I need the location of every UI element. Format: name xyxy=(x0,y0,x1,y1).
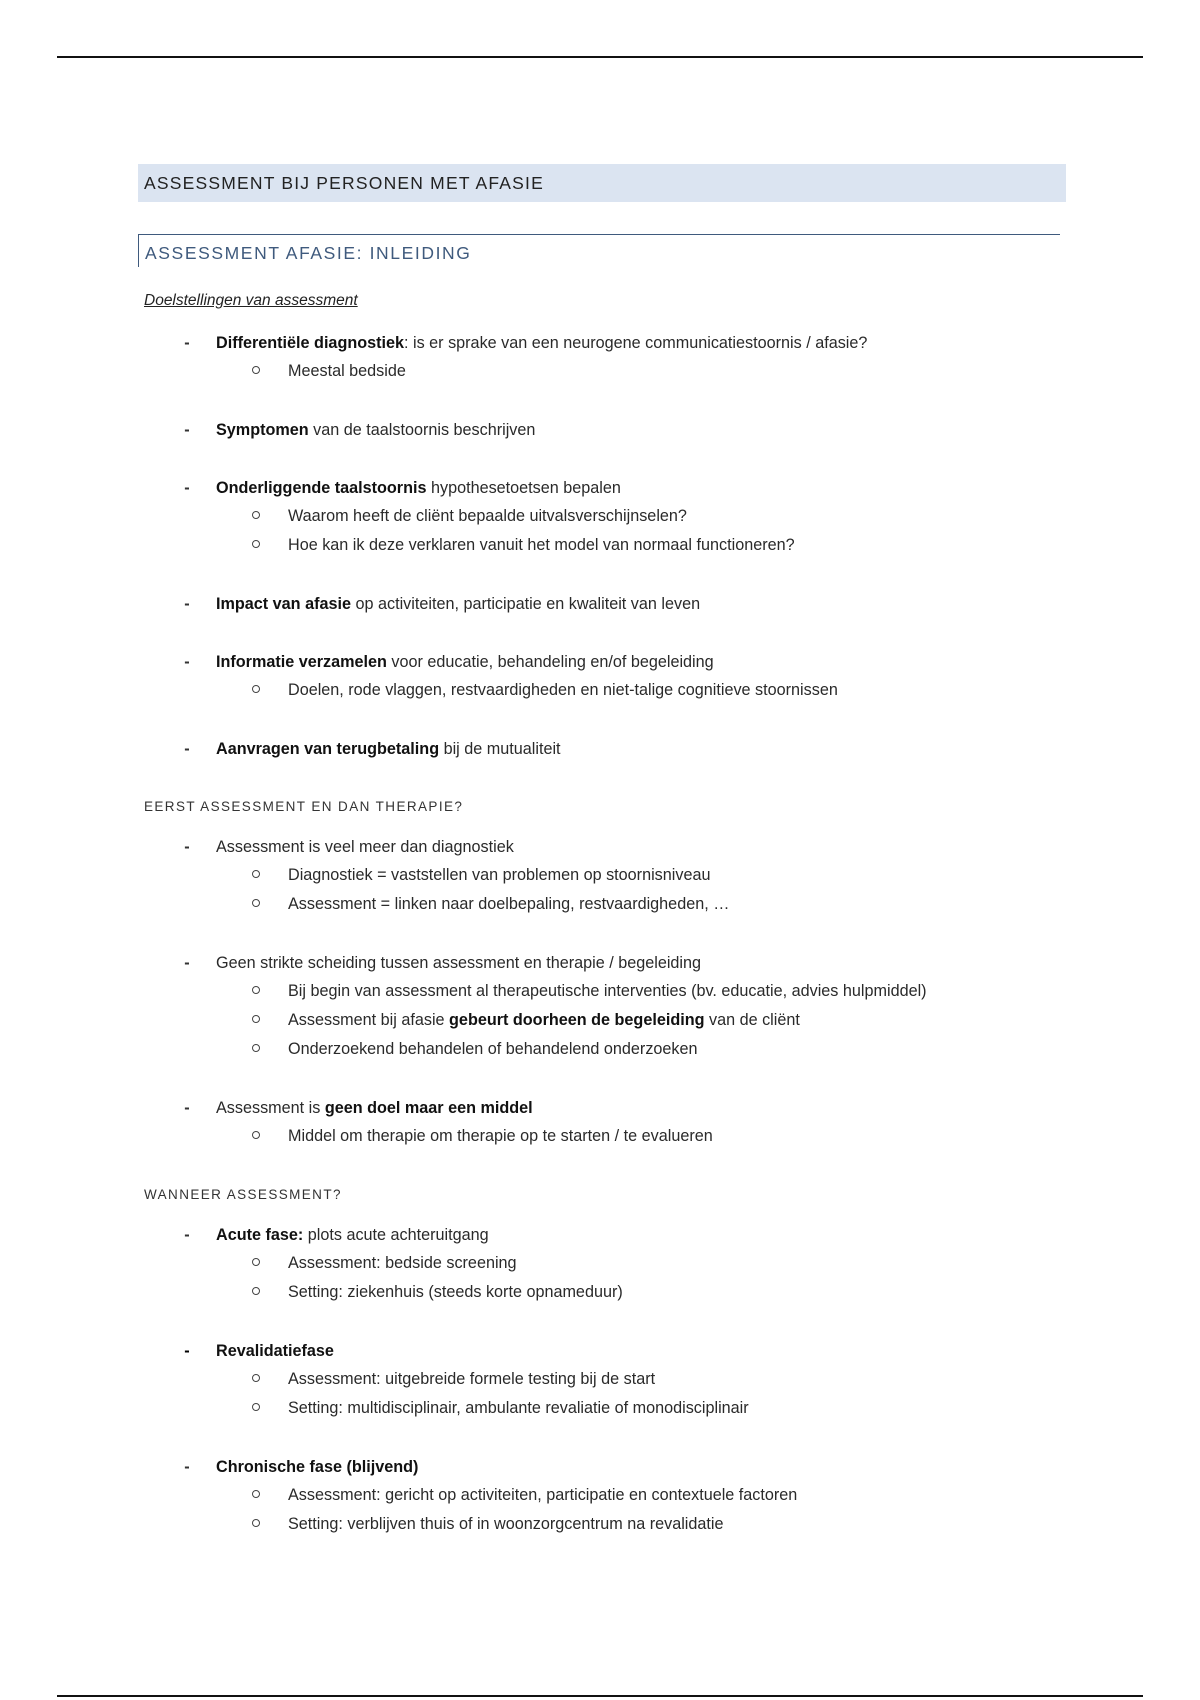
item-bold: Differentiële diagnostiek xyxy=(216,334,404,352)
item-text: van de taalstoornis beschrijven xyxy=(308,421,536,439)
item-bold: Onderliggende taalstoornis xyxy=(216,479,427,497)
list-item: - Onderliggende taalstoornis hypothesetoetsen bepalen Waarom heeft de cliënt bepaalde uitvalsverschijnselen? Hoe kan ik deze verklaren vanuit het model van normaal functioneren? xyxy=(138,478,1066,564)
item-text: bij de mutualiteit xyxy=(439,740,561,758)
sub-item: Assessment: bedside screening xyxy=(138,1253,1066,1282)
circle-bullet-icon xyxy=(252,1519,260,1527)
sub-item: Assessment: gericht op activiteiten, participatie en contextuele factoren xyxy=(138,1485,1066,1514)
list-item: - Symptomen van de taalstoornis beschrijven xyxy=(184,421,536,439)
list-item: - Acute fase: plots acute achteruitgang Assessment: bedside screening Setting: ziekenhuis (steeds korte opnameduur) xyxy=(138,1225,1066,1311)
circle-bullet-icon xyxy=(252,1131,260,1139)
sub-item: Assessment: uitgebreide formele testing bij de start xyxy=(138,1369,1066,1398)
item-text: Assessment is xyxy=(216,1099,325,1117)
sub-item: Assessment bij afasie gebeurt doorheen de begeleiding van de cliënt xyxy=(138,1010,1066,1039)
circle-bullet-icon xyxy=(252,1374,260,1382)
circle-bullet-icon xyxy=(252,1403,260,1411)
sub-item: Setting: verblijven thuis of in woonzorgcentrum na revalidatie xyxy=(138,1514,1066,1543)
circle-bullet-icon xyxy=(252,986,260,994)
list-item: - Differentiële diagnostiek: is er sprake van een neurogene communicatiestoornis / afasie? Meestal bedside xyxy=(138,333,1066,390)
item-text: op activiteiten, participatie en kwaliteit van leven xyxy=(350,595,701,613)
footer-rule xyxy=(57,1695,1143,1697)
item-bold: Impact van afasie xyxy=(216,595,351,613)
item-text: Assessment is veel meer dan diagnostiek xyxy=(216,838,514,856)
page-title: ASSESSMENT BIJ PERSONEN MET AFASIE xyxy=(138,164,1066,202)
item-bold: Acute fase: xyxy=(216,1226,304,1244)
section-heading-eerst-assessment: EERST ASSESSMENT EN DAN THERAPIE? xyxy=(144,799,464,814)
sub-item: Waarom heeft de cliënt bepaalde uitvalsverschijnselen? xyxy=(138,506,1066,535)
item-text: : is er sprake van een neurogene communicatiestoornis / afasie? xyxy=(404,334,868,352)
sub-item: Onderzoekend behandelen of behandelend onderzoeken xyxy=(138,1039,1066,1068)
circle-bullet-icon xyxy=(252,366,260,374)
item-text: hypothesetoetsen bepalen xyxy=(426,479,621,497)
circle-bullet-icon xyxy=(252,1490,260,1498)
sub-item: Meestal bedside xyxy=(138,361,1066,390)
item-bold: Chronische fase (blijvend) xyxy=(216,1458,419,1476)
list-item: - Impact van afasie op activiteiten, participatie en kwaliteit van leven xyxy=(184,595,701,613)
section-heading-wanneer-assessment: WANNEER ASSESSMENT? xyxy=(144,1187,342,1202)
circle-bullet-icon xyxy=(252,540,260,548)
circle-bullet-icon xyxy=(252,685,260,693)
item-bold: Symptomen xyxy=(216,421,309,439)
circle-bullet-icon xyxy=(252,899,260,907)
item-bold: geen doel maar een middel xyxy=(324,1099,533,1117)
header-rule xyxy=(57,56,1143,58)
item-bold: Informatie verzamelen xyxy=(216,653,387,671)
item-text: plots acute achteruitgang xyxy=(303,1226,489,1244)
list-item: - Assessment is geen doel maar een middel Middel om therapie om therapie op te starten / te evalueren xyxy=(138,1098,1066,1155)
list-item: - Chronische fase (blijvend) Assessment: gericht op activiteiten, participatie en contextuele factoren Setting: verblijven thuis of in woonzorgcentrum na revalidatie xyxy=(138,1457,1066,1543)
circle-bullet-icon xyxy=(252,1287,260,1295)
list-item: - Revalidatiefase Assessment: uitgebreide formele testing bij de start Setting: multidisciplinair, ambulante revaliatie of monodisciplinair xyxy=(138,1341,1066,1427)
item-text: Geen strikte scheiding tussen assessment en therapie / begeleiding xyxy=(216,954,702,972)
sub-item: Setting: multidisciplinair, ambulante revaliatie of monodisciplinair xyxy=(138,1398,1066,1427)
circle-bullet-icon xyxy=(252,1258,260,1266)
sub-item: Doelen, rode vlaggen, restvaardigheden en niet-talige cognitieve stoornissen xyxy=(138,680,1066,709)
item-text: voor educatie, behandeling en/of begeleiding xyxy=(386,653,714,671)
document-body xyxy=(138,164,1066,1543)
list-item: - Informatie verzamelen voor educatie, behandeling en/of begeleiding Doelen, rode vlaggen, restvaardigheden en niet-talige cognitieve stoornissen xyxy=(138,652,1066,709)
sub-item: Hoe kan ik deze verklaren vanuit het model van normaal functioneren? xyxy=(138,535,1066,564)
subtitle-doelstellingen: Doelstellingen van assessment xyxy=(144,292,358,309)
sub-item: Bij begin van assessment al therapeutische interventies (bv. educatie, advies hulpmiddel) xyxy=(138,981,1066,1010)
list-doelstellingen xyxy=(138,333,1066,767)
sub-item: Assessment = linken naar doelbepaling, restvaardigheden, … xyxy=(138,894,1066,923)
circle-bullet-icon xyxy=(252,1044,260,1052)
list-item: - Assessment is veel meer dan diagnostiek Diagnostiek = vaststellen van problemen op stoornisniveau Assessment = linken naar doelbepaling, restvaardigheden, … xyxy=(138,837,1066,923)
circle-bullet-icon xyxy=(252,511,260,519)
item-bold: Revalidatiefase xyxy=(216,1342,334,1360)
list-wanneer-assessment xyxy=(138,1225,1066,1543)
list-eerst-assessment xyxy=(138,837,1066,1155)
section-heading-inleiding: ASSESSMENT AFASIE: INLEIDING xyxy=(138,234,1060,267)
circle-bullet-icon xyxy=(252,1015,260,1023)
sub-item: Setting: ziekenhuis (steeds korte opnameduur) xyxy=(138,1282,1066,1311)
sub-item: Diagnostiek = vaststellen van problemen op stoornisniveau xyxy=(138,865,1066,894)
list-item: - Aanvragen van terugbetaling bij de mutualiteit xyxy=(184,740,561,758)
sub-item: Middel om therapie om therapie op te starten / te evalueren xyxy=(138,1126,1066,1155)
list-item: - Geen strikte scheiding tussen assessment en therapie / begeleiding Bij begin van assessment al therapeutische interventies (bv. educatie, advies hulpmiddel) Assessment bij afasie gebeurt doorheen de begeleiding van de cliënt Onderzoekend behandelen of behandelend onderzoeken xyxy=(138,953,1066,1068)
item-bold: Aanvragen van terugbetaling xyxy=(216,740,440,758)
circle-bullet-icon xyxy=(252,870,260,878)
